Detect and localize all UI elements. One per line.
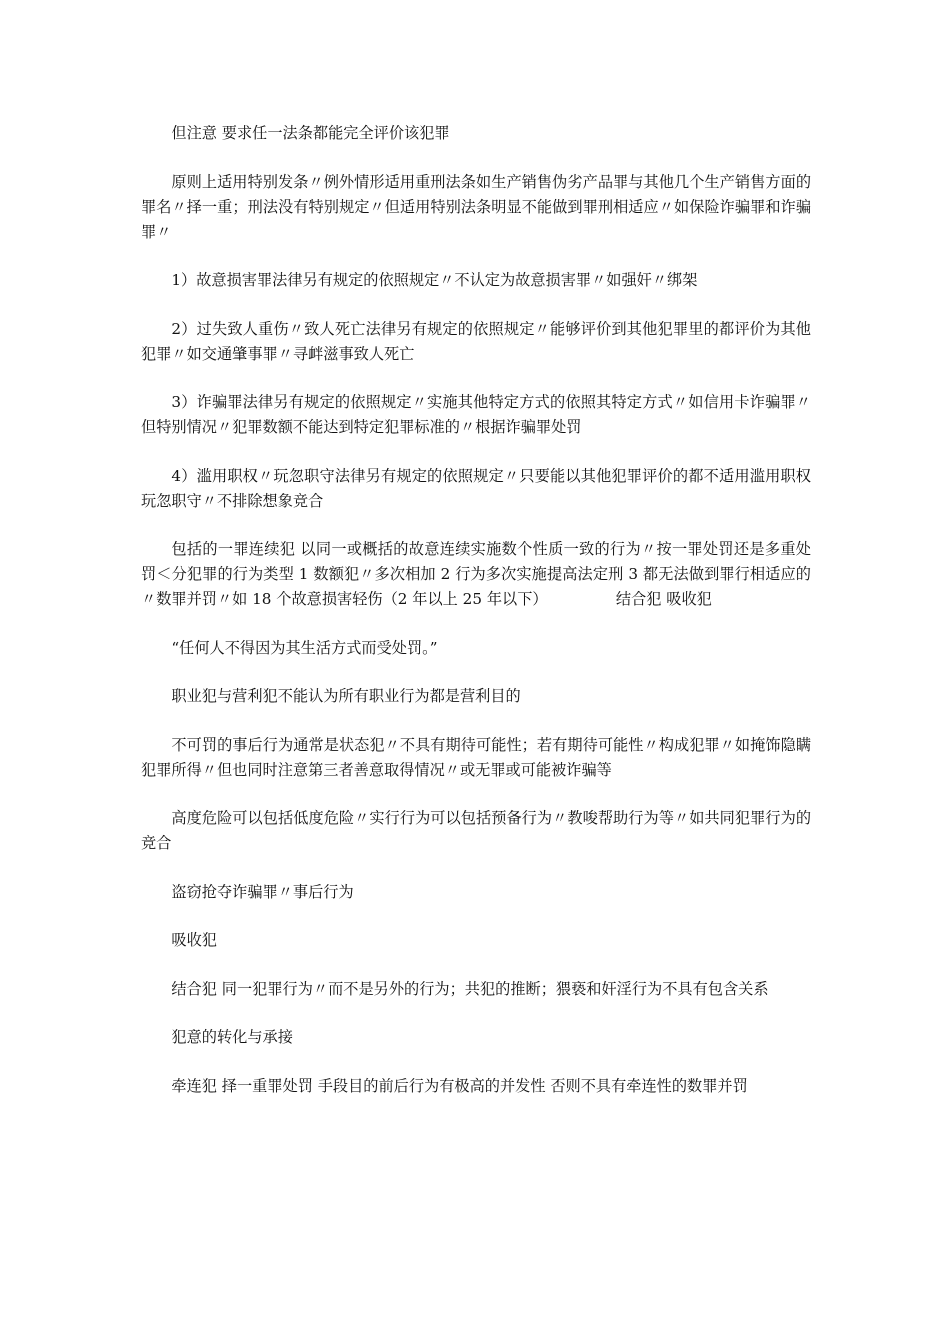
paragraph-10: 不可罚的事后行为通常是状态犯〃不具有期待可能性；若有期待可能性〃构成犯罪〃如掩饰隐瞒犯罪所得〃但也同时注意第三者善意取得情况〃或无罪或可能被诈骗等 [141, 735, 811, 779]
paragraph-9: 职业犯与营利犯不能认为所有职业行为都是营利目的 [171, 687, 521, 705]
paragraph-13: 吸收犯 [171, 931, 217, 949]
paragraph-11: 高度危险可以包括低度危险〃实行行为可以包括预备行为〃教唆帮助行为等〃如共同犯罪行为的竞合 [141, 809, 811, 852]
paragraph-14: 结合犯 同一犯罪行为〃而不是另外的行为；共犯的推断；猥亵和奸淫行为不具有包含关系 [171, 979, 769, 998]
document-page [141, 121, 811, 1122]
paragraph-15: 犯意的转化与承接 [171, 1028, 293, 1046]
paragraph-8: “任何人不得因为其生活方式而受处罚。” [171, 638, 438, 657]
paragraph-4: 2）过失致人重伤〃致人死亡法律另有规定的依照规定〃能够评价到其他犯罪里的都评价为其他犯罪〃如交通肇事罪〃寻衅滋事致人死亡 [141, 319, 811, 363]
paragraph-6: 4）滥用职权〃玩忽职守法律另有规定的依照规定〃只要能以其他犯罪评价的都不适用滥用职权玩忽职守〃不排除想象竞合 [141, 466, 811, 510]
paragraph-2: 原则上适用特别发条〃例外情形适用重刑法条如生产销售伪劣产品罪与其他几个生产销售方面的罪名〃择一重；刑法没有特别规定〃但适用特别法条明显不能做到罪刑相适应〃如保险诈骗罪和诈骗罪〃 [141, 172, 811, 241]
paragraph-12: 盗窃抢夺诈骗罪〃事后行为 [171, 882, 354, 901]
paragraph-5: 3）诈骗罪法律另有规定的依照规定〃实施其他特定方式的依照其特定方式〃如信用卡诈骗罪〃但特别情况〃犯罪数额不能达到特定犯罪标准的〃根据诈骗罪处罚 [141, 393, 811, 436]
paragraph-16: 牵连犯 择一重罪处罚 手段目的前后行为有极高的并发性 否则不具有牵连性的数罪并罚 [171, 1076, 748, 1095]
paragraph-7: 包括的一罪连续犯 以同一或概括的故意连续实施数个性质一致的行为〃按一罪处罚还是多重处罚＜分犯罪的行为类型 1 数额犯〃多次相加 2 行为多次实施提高法定刑 3 都无法做到罪行相适应的〃数罪并罚〃如 18 个故意损害轻伤（2 年以上 25 年以下） 结合犯 吸收犯 [141, 540, 811, 608]
paragraph-3: 1）故意损害罪法律另有规定的依照规定〃不认定为故意损害罪〃如强奸〃绑架 [171, 271, 698, 289]
paragraph-1: 但注意 要求任一法条都能完全评价该犯罪 [171, 124, 450, 142]
